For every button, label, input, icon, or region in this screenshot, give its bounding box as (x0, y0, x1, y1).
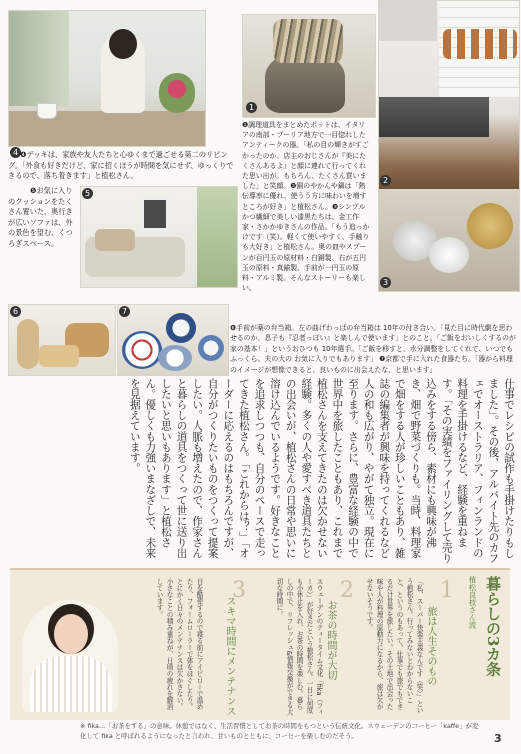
woman-hair (109, 29, 137, 59)
photo-number-1: 1 (246, 102, 257, 113)
photo-number-7: 7 (119, 306, 130, 317)
photo-sofa (80, 186, 238, 288)
hood (379, 1, 437, 41)
wood-box (39, 345, 79, 367)
caption-tools: ❶調理道具をまとめたポットは、イタリアの南部・プーリア地方で一目惚れしたアンティークの器。「私の目の輝きがすごかったのか、店主のおじさんが『美にたくさんあるよ』と顔に連れて行ってくれた思い出が。もちろん、たくさん買いました」と笑顔。❷銅のやかんや鍋は「熱伝導率に優れ、使うう方に味わいを増すところが好き」と植松さん。❸シンプルかつ繊細で美しい漆黒たちは、金工作家・さかかゆきさんの作品。「もう追っかけです（笑）。軽くて使いやすく、手触りも大好き」と植松さん。奥の皿やスプーンが百円玉の原材料・白銅製、右が五円玉の原料・真鍮製、手前が一円玉の原料・アルミ製。そんなストーリーも楽しい。 (242, 121, 370, 293)
wall-picture (141, 197, 169, 231)
stove (379, 97, 489, 137)
tip-body-1: 「私、スーパー快楽主義なんです（笑）」という植松さん。行ってみないとわからないこと、というのもあって、仕事でも旅でもできるだけ世界を旅したい。その土地で出会った味や人が料理の原動力になるから、旅は欠かせないそうです。 (365, 578, 423, 714)
utensils (273, 19, 343, 63)
caption-sofa: ❺お気に入りのクッションをたくさん置いた、奥行きが広いソファは、外の景色を望む、くつろぎスペース。 (8, 186, 73, 248)
photo-kyoto-dishes (117, 304, 229, 376)
photo-number-6: 6 (10, 306, 21, 317)
dish-large (122, 331, 162, 369)
photo-kitchen (378, 0, 520, 190)
photo-number-5: 5 (82, 188, 93, 199)
photo-deck (8, 10, 206, 147)
brass-plate (467, 203, 513, 249)
hanging-pans (443, 29, 517, 59)
dish-small (198, 335, 224, 361)
box-title: 暮らしの3カ条 (484, 576, 502, 677)
aluminum-plate (429, 237, 469, 273)
tip-number-3: 3 (232, 578, 246, 603)
caption-lunchboxes-dishes: ❻手前が薬の弁当箱。左の曲げわっぱの弁当箱は 10年の付き合い。「見た目に時代劇を思わせるのか、息子も『忍者っぽい』と楽しんで使います」とのこと。「ご飯をおいしくするのが家の基本！」というおひつも 10年選手。「ご飯を移すと、水分調整をしてくれて、いつでもふっくら。夫の大の お気に入りでもあります」 ❼京都で手に入れた食器たち。「器から料理のイメージが想像できると、良いものに出会えたな、と思います」 (230, 324, 516, 374)
window (197, 187, 237, 287)
cup (37, 103, 57, 119)
caption-deck: ❹デッキは、家族や友人たちと心ゆくまで過ごせる第二のリビング。「外食も好きだけど、家に招くほうが時間を気にせず、ゆっくりできるので、落ち着きます」と植松さん。 (8, 150, 234, 181)
portrait-face (54, 614, 88, 654)
photo-number-4: 4 (10, 147, 21, 158)
dish-blue (166, 313, 196, 343)
tip-body-3: 目を酷使するので寝る前にアイピローで温めたり、フォームローラーで体をほぐしたり。とにかく日々のメンテナンスは欠かさない。小さなことの積み重ねが、日頃の疲れを解消しています。 (155, 578, 203, 710)
main-article-text: 仕事でレシピの試作も手掛けたりもしました」。その後、アルバイト先のカフェでオーストラリア、フィンランドの料理を手掛けるなど、経験を重ねます。「その実績をファイリングして売り込みをする傍ら、素材にも興味が沸き、畑で野菜づくりも。当時、料理家で畑をする人が珍しいこともあり、雑誌の編集者が興味を持ってくれるなど人の和も広がり、やがて独立。現在に至ります。さらに、豊富な経験の中で世界中を旅したこともあり、これまで植松さんを支えてきたのは欠かせない経験。多くの人や愛すべき道具たちとの出会いが、植松さんの日常や思いに溶け込んでいるようです。好きなことを追求しつつも、自分のペースで走ってきた植松さん。「これからは？」「オーダーに応えるのはもちろんですが、自分がつくりたいものをつくって提案したい。人脈も増えたので、作家さんと暮らしの道具をつくって世に送り出したいと思いもあります」と植松さん。優しくも力強いまなざしで、未来を見据えています。 (128, 378, 515, 564)
box-title-panel (462, 574, 508, 714)
photo-lunchboxes (8, 304, 116, 376)
box-subtitle: 植松良枝さん流 (468, 576, 477, 629)
bento-box (17, 319, 39, 369)
tip-number-1: 1 (440, 578, 454, 603)
portrait-photo (22, 600, 118, 712)
footnote: ※ fika…「お茶をする」の意味。休憩ではなく、生活習慣としてお茶の時間をもつという伝統文化。スウェーデンのコーヒー「kaffe」が変化して fika と呼ばれるようになったと言われ、甘いものとともに、コーヒーを楽しむのだそう。 (80, 722, 479, 740)
dish-medium (158, 345, 192, 371)
tip-heading-3: スキマ時間にメンテナンス (224, 596, 235, 716)
tip-body-2: スウェーデンのティータイム文化「fika（フィーカ）」が好きだという植松さん。一日に何度も小休止を入れ、お茶の時間を楽しむ。暮らしの中で、リフレッシュ&情報交換ができる大切な時間に。 (275, 578, 323, 716)
photo-number-2: 2 (380, 175, 391, 186)
window-frame (9, 11, 69, 106)
tip-number-2: 2 (340, 578, 354, 603)
photo-number-3: 3 (380, 277, 391, 288)
page-number: 3 (494, 732, 502, 745)
flower-pot (159, 73, 195, 113)
portrait-body (30, 656, 112, 712)
photo-tableware (378, 190, 520, 292)
cushion (95, 229, 135, 251)
tip-heading-2: お茶の時間が大切 (325, 600, 336, 680)
photo-utensil-pot (242, 14, 376, 118)
tip-heading-1: 旅は人生そのもの (425, 606, 436, 686)
